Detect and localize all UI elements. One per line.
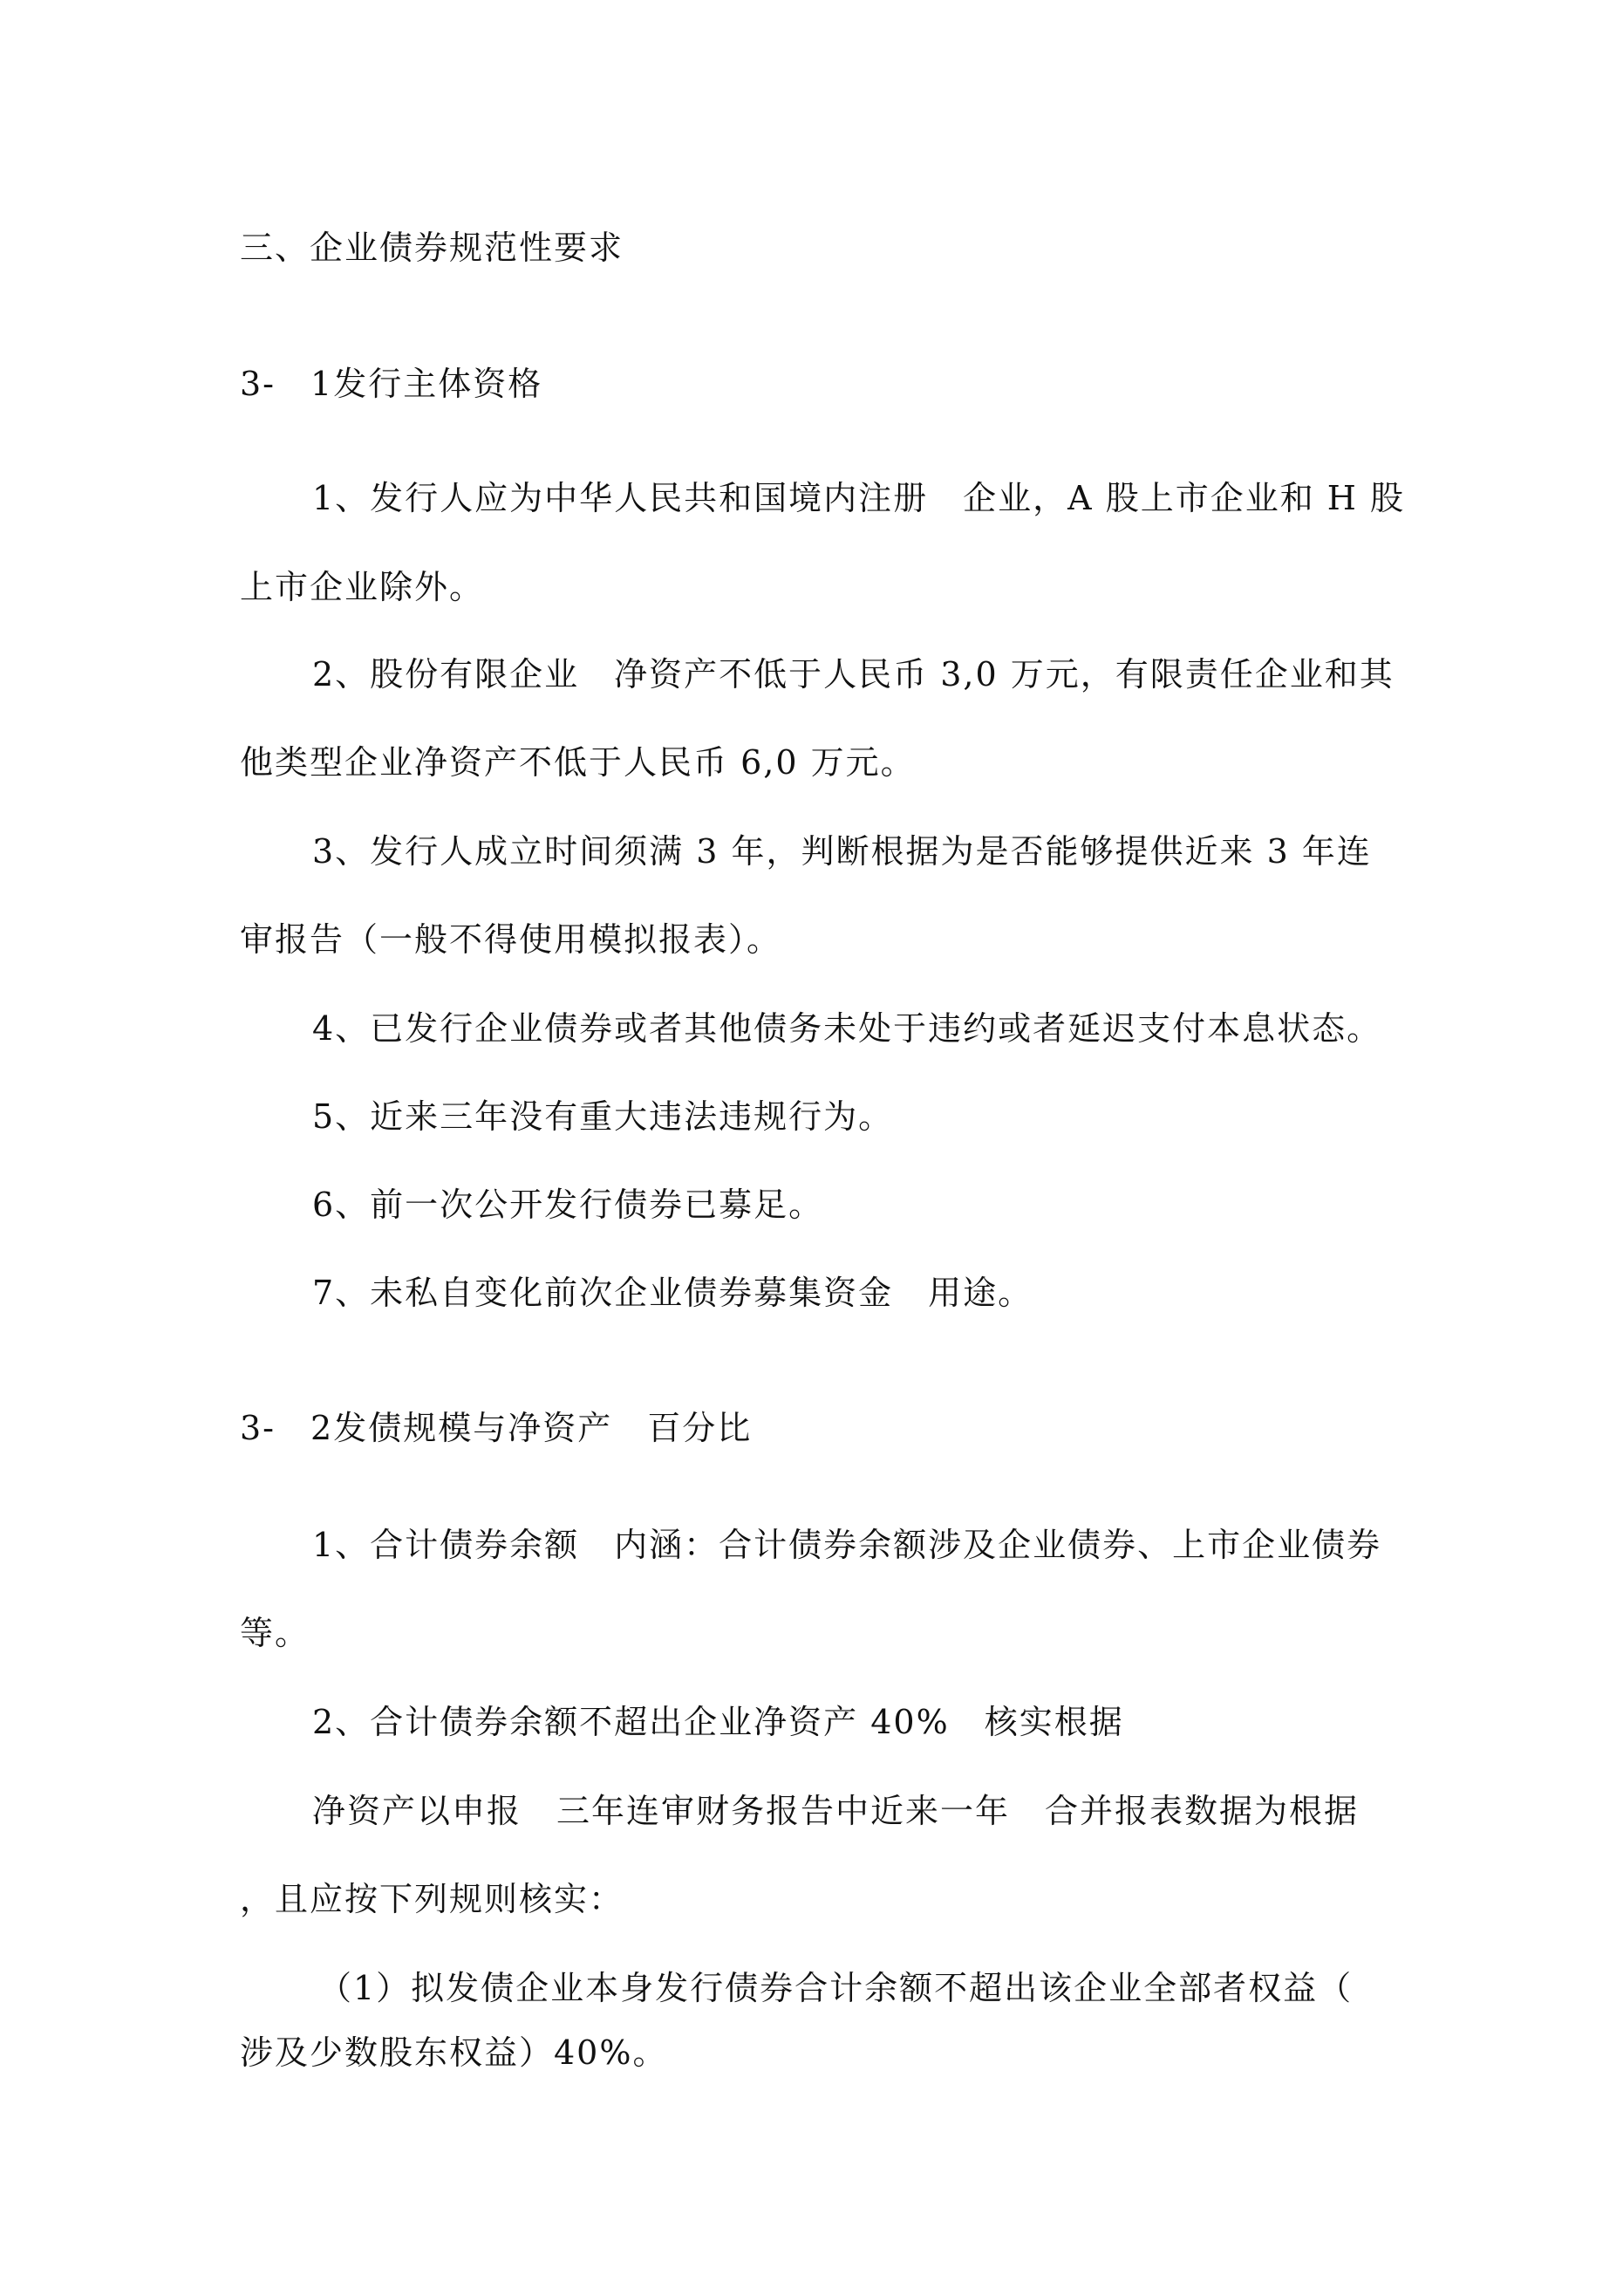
paragraph-line: 等。 (240, 1614, 310, 1652)
paragraph-line: 涉及少数股东权益）40%。 (240, 2033, 668, 2072)
subsection-2-heading: 3- 2发债规模与净资产 百分比 (240, 1409, 753, 1447)
paragraph-line: 4、已发行企业债券或者其他债务未处于违约或者延迟支付本息状态。 (312, 1009, 1382, 1048)
paragraph-line: 审报告（一般不得使用模拟报表）。 (240, 920, 782, 959)
paragraph-line: 1、合计债券余额 内涵：合计债券余额涉及企业债券、上市企业债券 (312, 1526, 1382, 1564)
section-title: 三、企业债券规范性要求 (240, 229, 624, 267)
paragraph-line: （1）拟发债企业本身发行债券合计余额不超出该企业全部者权益（ (318, 1969, 1354, 2007)
paragraph-line: 1、发行人应为中华人民共和国境内注册 企业，A 股上市企业和 H 股 (312, 479, 1405, 517)
paragraph-line: 2、合计债券余额不超出企业净资产 40% 核实根据 (312, 1703, 1124, 1741)
paragraph-line: ，且应按下列规则核实： (240, 1880, 624, 1918)
paragraph-line: 7、未私自变化前次企业债券募集资金 用途。 (312, 1274, 1033, 1312)
paragraph-line: 3、发行人成立时间须满 3 年，判断根据为是否能够提供近来 3 年连 (312, 832, 1372, 871)
paragraph-line: 2、股份有限企业 净资产不低于人民币 3,0 万元，有限责任企业和其 (312, 655, 1395, 694)
paragraph-line: 6、前一次公开发行债券已募足。 (312, 1186, 824, 1224)
subsection-1-heading: 3- 1发行主体资格 (240, 365, 543, 403)
paragraph-line: 上市企业除外。 (240, 568, 485, 606)
paragraph-line: 5、近来三年没有重大违法违规行为。 (312, 1097, 894, 1136)
paragraph-line: 他类型企业净资产不低于人民币 6,0 万元。 (240, 743, 916, 782)
paragraph-line: 净资产以申报 三年连审财务报告中近来一年 合并报表数据为根据 (312, 1792, 1360, 1830)
